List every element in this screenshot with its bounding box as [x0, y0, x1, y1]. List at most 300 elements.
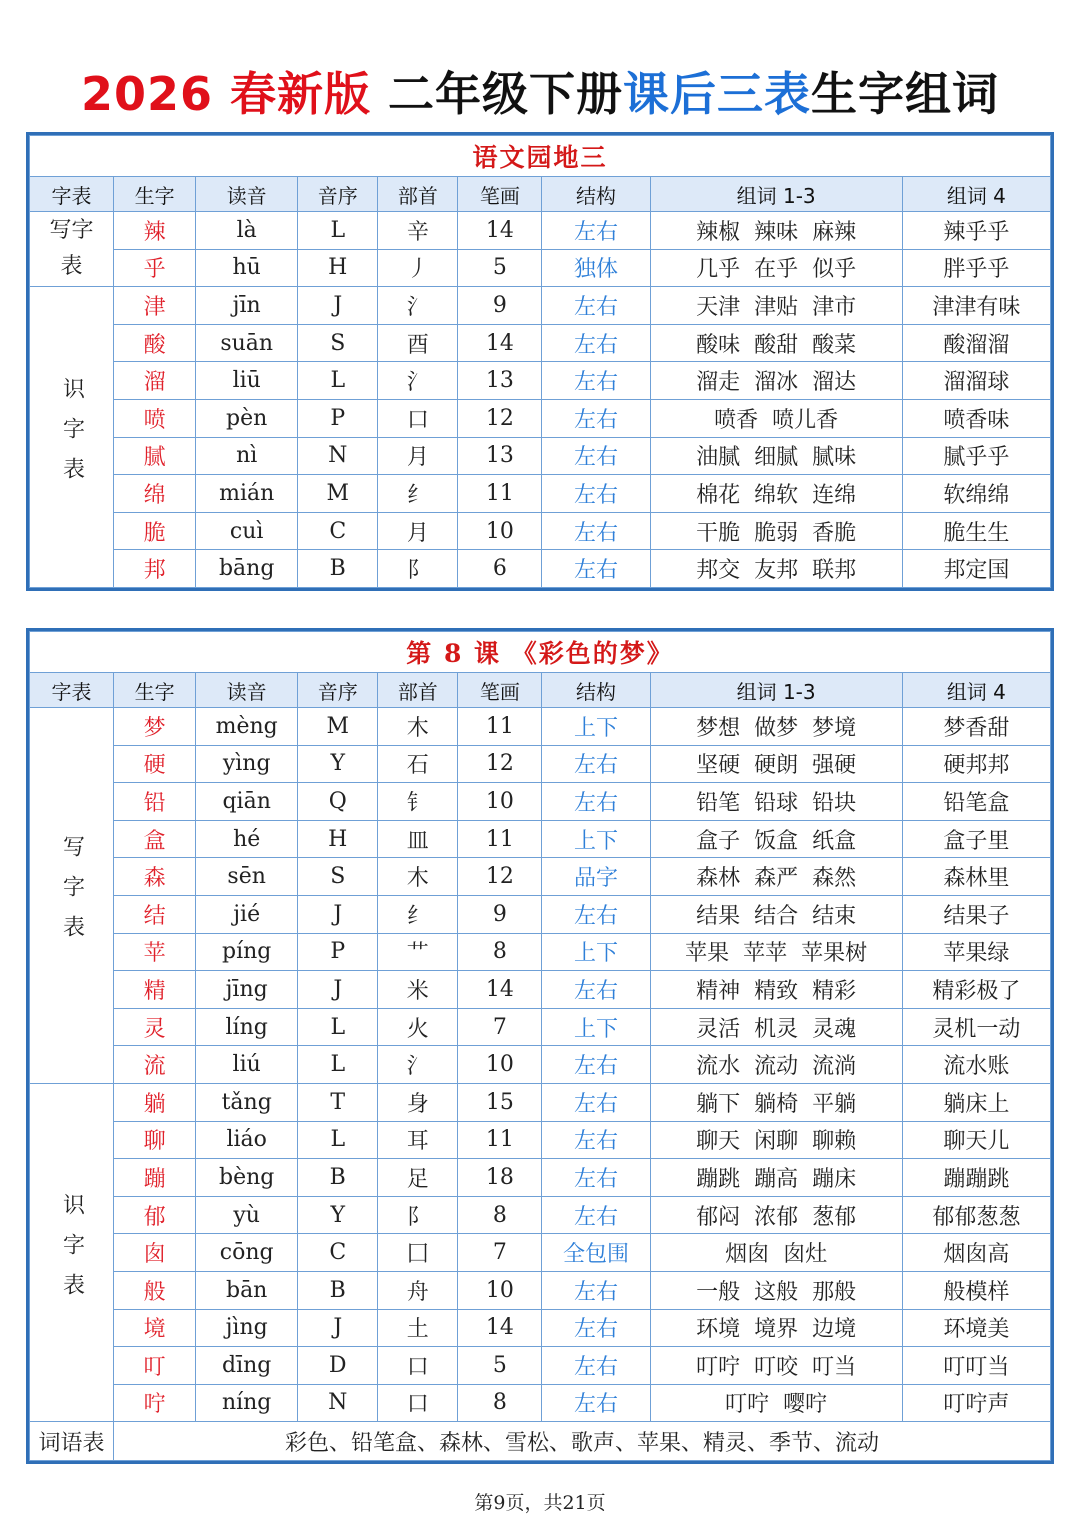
cell-char: 苹 [114, 933, 196, 971]
table-row [30, 475, 1051, 513]
cell-strokes: 10 [458, 783, 542, 821]
cell-strokes: 6 [458, 550, 542, 588]
table-row [30, 820, 1051, 858]
table-row [30, 1159, 1051, 1197]
table-row [30, 971, 1051, 1009]
cell-radical: 口 [378, 1384, 458, 1422]
cell-char: 聊 [114, 1121, 196, 1159]
cell-radical: 木 [378, 708, 458, 746]
cell-structure: 左右 [542, 971, 650, 1009]
page-title [0, 58, 1080, 124]
column-header: 笔画 [458, 177, 542, 212]
section-title-row [30, 136, 1051, 177]
cell-char: 盒 [114, 820, 196, 858]
cell-char: 乎 [114, 249, 196, 287]
cell-radical: 木 [378, 858, 458, 896]
cell-word-4: 辣乎乎 [902, 212, 1050, 250]
cell-strokes: 8 [458, 933, 542, 971]
cell-structure: 全包围 [542, 1234, 650, 1272]
cell-strokes: 9 [458, 287, 542, 325]
table-row [30, 324, 1051, 362]
cell-strokes: 12 [458, 858, 542, 896]
cell-structure: 左右 [542, 1046, 650, 1084]
cell-strokes: 11 [458, 1121, 542, 1159]
cell-structure: 左右 [542, 1271, 650, 1309]
table-row [30, 933, 1051, 971]
cell-words-1-3: 一般 这般 那般 [650, 1271, 902, 1309]
cell-words-1-3: 灵活 机灵 灵魂 [650, 1008, 902, 1046]
cell-words-1-3: 喷香 喷儿香 [650, 399, 902, 437]
cell-char: 绵 [114, 475, 196, 513]
cell-radical: 钅 [378, 783, 458, 821]
cell-word-4: 喷香味 [902, 399, 1050, 437]
cell-initial: M [298, 708, 378, 746]
cell-strokes: 13 [458, 362, 542, 400]
cell-pinyin: jīng [196, 971, 298, 1009]
cell-pinyin: dīng [196, 1347, 298, 1385]
cell-initial: L [298, 362, 378, 400]
cell-pinyin: níng [196, 1384, 298, 1422]
cell-char: 精 [114, 971, 196, 1009]
cell-structure: 上下 [542, 933, 650, 971]
cell-structure: 上下 [542, 708, 650, 746]
cell-words-1-3: 叮咛 叮咬 叮当 [650, 1347, 902, 1385]
column-header: 部首 [378, 177, 458, 212]
table-row [30, 783, 1051, 821]
cell-pinyin: bān [196, 1271, 298, 1309]
cell-strokes: 9 [458, 895, 542, 933]
table-row [30, 249, 1051, 287]
cell-initial: L [298, 1121, 378, 1159]
cell-initial: Q [298, 783, 378, 821]
table-row [30, 1083, 1051, 1121]
cell-word-4: 酸溜溜 [902, 324, 1050, 362]
cell-words-1-3: 躺下 躺椅 平躺 [650, 1083, 902, 1121]
cell-initial: L [298, 1008, 378, 1046]
table-row [30, 399, 1051, 437]
cell-strokes: 10 [458, 1271, 542, 1309]
cell-radical: 土 [378, 1309, 458, 1347]
cell-pinyin: líng [196, 1008, 298, 1046]
cell-structure: 左右 [542, 1121, 650, 1159]
cell-structure: 左右 [542, 1309, 650, 1347]
cell-strokes: 15 [458, 1083, 542, 1121]
table-row [30, 512, 1051, 550]
cell-words-1-3: 辣椒 辣味 麻辣 [650, 212, 902, 250]
column-header: 结构 [542, 177, 650, 212]
header-row [30, 177, 1051, 212]
cell-word-4: 环境美 [902, 1309, 1050, 1347]
table-row [30, 212, 1051, 250]
table-row [30, 1384, 1051, 1422]
cell-radical: 酉 [378, 324, 458, 362]
cell-word-4: 流水账 [902, 1046, 1050, 1084]
cell-structure: 左右 [542, 437, 650, 475]
cell-char: 喷 [114, 399, 196, 437]
cell-char: 森 [114, 858, 196, 896]
cell-initial: B [298, 550, 378, 588]
cell-pinyin: jié [196, 895, 298, 933]
cell-char: 邦 [114, 550, 196, 588]
section-title-row [30, 632, 1051, 673]
cell-strokes: 5 [458, 249, 542, 287]
column-header: 部首 [378, 673, 458, 708]
cell-initial: N [298, 1384, 378, 1422]
cell-radical: 舟 [378, 1271, 458, 1309]
cell-initial: D [298, 1347, 378, 1385]
cell-char: 梦 [114, 708, 196, 746]
table-row [30, 745, 1051, 783]
cell-char: 辣 [114, 212, 196, 250]
cell-radical: 火 [378, 1008, 458, 1046]
cell-structure: 左右 [542, 1347, 650, 1385]
character-table [29, 135, 1051, 588]
cell-radical: 阝 [378, 1196, 458, 1234]
cell-structure: 上下 [542, 820, 650, 858]
cell-structure: 左右 [542, 895, 650, 933]
cell-radical: 纟 [378, 895, 458, 933]
cell-initial: B [298, 1159, 378, 1197]
cell-words-1-3: 森林 森严 森然 [650, 858, 902, 896]
cell-pinyin: hū [196, 249, 298, 287]
cell-word-4: 躺床上 [902, 1083, 1050, 1121]
character-table [29, 631, 1051, 1461]
cell-structure: 左右 [542, 1384, 650, 1422]
cell-pinyin: jìng [196, 1309, 298, 1347]
table-row [30, 287, 1051, 325]
cell-strokes: 7 [458, 1008, 542, 1046]
cell-strokes: 10 [458, 1046, 542, 1084]
cell-radical: 丿 [378, 249, 458, 287]
cell-char: 境 [114, 1309, 196, 1347]
cell-pinyin: mián [196, 475, 298, 513]
section-title: 语文园地三 [30, 136, 1051, 177]
cell-structure: 左右 [542, 287, 650, 325]
cell-initial: H [298, 820, 378, 858]
cell-char: 般 [114, 1271, 196, 1309]
cell-char: 流 [114, 1046, 196, 1084]
category-label: 识字表 [59, 377, 85, 498]
cell-words-1-3: 干脆 脆弱 香脆 [650, 512, 902, 550]
cell-pinyin: cōng [196, 1234, 298, 1272]
cell-char: 咛 [114, 1384, 196, 1422]
cell-strokes: 12 [458, 399, 542, 437]
header-row [30, 673, 1051, 708]
column-header: 结构 [542, 673, 650, 708]
cell-structure: 左右 [542, 212, 650, 250]
cell-pinyin: mèng [196, 708, 298, 746]
table-row [30, 1271, 1051, 1309]
cell-initial: P [298, 933, 378, 971]
cell-structure: 左右 [542, 475, 650, 513]
cell-strokes: 11 [458, 708, 542, 746]
cell-pinyin: liú [196, 1046, 298, 1084]
cell-pinyin: cuì [196, 512, 298, 550]
category-cell [30, 212, 114, 287]
cell-words-1-3: 酸味 酸甜 酸菜 [650, 324, 902, 362]
cell-initial: C [298, 512, 378, 550]
column-header: 读音 [196, 177, 298, 212]
cell-word-4: 溜溜球 [902, 362, 1050, 400]
cell-strokes: 18 [458, 1159, 542, 1197]
cell-char: 铅 [114, 783, 196, 821]
cell-pinyin: tǎng [196, 1083, 298, 1121]
cell-initial: H [298, 249, 378, 287]
cell-radical: 囗 [378, 1234, 458, 1272]
cell-initial: S [298, 858, 378, 896]
category-cell [30, 287, 114, 588]
cell-initial: Y [298, 1196, 378, 1234]
cell-radical: 月 [378, 512, 458, 550]
cell-structure: 左右 [542, 362, 650, 400]
cell-words-1-3: 苹果 苹苹 苹果树 [650, 933, 902, 971]
cell-char: 津 [114, 287, 196, 325]
cell-structure: 左右 [542, 512, 650, 550]
cell-strokes: 13 [458, 437, 542, 475]
cell-initial: J [298, 895, 378, 933]
cell-word-4: 叮叮当 [902, 1347, 1050, 1385]
cell-word-4: 邦定国 [902, 550, 1050, 588]
cell-structure: 左右 [542, 550, 650, 588]
cell-structure: 品字 [542, 858, 650, 896]
column-header: 音序 [298, 177, 378, 212]
cell-char: 叮 [114, 1347, 196, 1385]
cell-strokes: 5 [458, 1347, 542, 1385]
cell-words-1-3: 梦想 做梦 梦境 [650, 708, 902, 746]
cell-words-1-3: 精神 精致 精彩 [650, 971, 902, 1009]
cell-strokes: 8 [458, 1384, 542, 1422]
cell-char: 硬 [114, 745, 196, 783]
vocab-label: 词语表 [30, 1422, 114, 1461]
cell-initial: L [298, 212, 378, 250]
cell-strokes: 7 [458, 1234, 542, 1272]
cell-words-1-3: 叮咛 嘤咛 [650, 1384, 902, 1422]
vocab-row [30, 1422, 1051, 1461]
category-cell [30, 708, 114, 1084]
cell-initial: T [298, 1083, 378, 1121]
column-header: 读音 [196, 673, 298, 708]
cell-radical: 辛 [378, 212, 458, 250]
cell-char: 溜 [114, 362, 196, 400]
cell-radical: 口 [378, 1347, 458, 1385]
table-row [30, 1347, 1051, 1385]
cell-radical: 艹 [378, 933, 458, 971]
cell-structure: 左右 [542, 1196, 650, 1234]
table-row [30, 1309, 1051, 1347]
category-label: 写字表 [49, 218, 94, 280]
cell-strokes: 12 [458, 745, 542, 783]
table-row [30, 858, 1051, 896]
cell-structure: 上下 [542, 1008, 650, 1046]
column-header: 组词 4 [902, 177, 1050, 212]
cell-strokes: 11 [458, 820, 542, 858]
cell-word-4: 铅笔盒 [902, 783, 1050, 821]
cell-word-4: 郁郁葱葱 [902, 1196, 1050, 1234]
cell-words-1-3: 棉花 绵软 连绵 [650, 475, 902, 513]
table-row [30, 1234, 1051, 1272]
cell-pinyin: suān [196, 324, 298, 362]
cell-strokes: 14 [458, 971, 542, 1009]
cell-radical: 纟 [378, 475, 458, 513]
cell-radical: 阝 [378, 550, 458, 588]
cell-word-4: 盒子里 [902, 820, 1050, 858]
section-title: 第 8 课 《彩色的梦》 [30, 632, 1051, 673]
cell-char: 郁 [114, 1196, 196, 1234]
cell-pinyin: jīn [196, 287, 298, 325]
cell-pinyin: píng [196, 933, 298, 971]
column-header: 音序 [298, 673, 378, 708]
cell-initial: N [298, 437, 378, 475]
cell-words-1-3: 结果 结合 结束 [650, 895, 902, 933]
cell-words-1-3: 聊天 闲聊 聊赖 [650, 1121, 902, 1159]
table-row [30, 437, 1051, 475]
cell-word-4: 烟囱高 [902, 1234, 1050, 1272]
cell-pinyin: nì [196, 437, 298, 475]
title-year: 2026 [80, 67, 213, 121]
cell-char: 酸 [114, 324, 196, 362]
table-row [30, 362, 1051, 400]
cell-strokes: 14 [458, 1309, 542, 1347]
cell-words-1-3: 环境 境界 边境 [650, 1309, 902, 1347]
cell-word-4: 聊天儿 [902, 1121, 1050, 1159]
cell-words-1-3: 铅笔 铅球 铅块 [650, 783, 902, 821]
table-row [30, 1121, 1051, 1159]
cell-structure: 左右 [542, 1083, 650, 1121]
title-season: 春新版 [230, 67, 372, 121]
cell-radical: 氵 [378, 287, 458, 325]
cell-initial: J [298, 287, 378, 325]
cell-char: 躺 [114, 1083, 196, 1121]
cell-word-4: 硬邦邦 [902, 745, 1050, 783]
cell-char: 灵 [114, 1008, 196, 1046]
cell-char: 结 [114, 895, 196, 933]
category-label: 识字表 [59, 1192, 85, 1313]
cell-pinyin: sēn [196, 858, 298, 896]
cell-initial: S [298, 324, 378, 362]
cell-word-4: 结果子 [902, 895, 1050, 933]
cell-structure: 左右 [542, 324, 650, 362]
title-grade: 二年级下册 [388, 67, 624, 121]
column-header: 组词 1-3 [650, 177, 902, 212]
cell-initial: B [298, 1271, 378, 1309]
cell-strokes: 14 [458, 324, 542, 362]
cell-word-4: 胖乎乎 [902, 249, 1050, 287]
cell-word-4: 蹦蹦跳 [902, 1159, 1050, 1197]
cell-structure: 左右 [542, 783, 650, 821]
cell-words-1-3: 溜走 溜冰 溜达 [650, 362, 902, 400]
cell-word-4: 腻乎乎 [902, 437, 1050, 475]
cell-radical: 月 [378, 437, 458, 475]
cell-words-1-3: 郁闷 浓郁 葱郁 [650, 1196, 902, 1234]
category-label: 写字表 [59, 835, 85, 956]
cell-word-4: 叮咛声 [902, 1384, 1050, 1422]
title-highlight: 课后三表 [623, 67, 812, 121]
column-header: 组词 4 [902, 673, 1050, 708]
section-table-lesson-8 [26, 628, 1054, 1464]
cell-radical: 口 [378, 399, 458, 437]
cell-char: 腻 [114, 437, 196, 475]
cell-strokes: 14 [458, 212, 542, 250]
cell-words-1-3: 盒子 饭盒 纸盒 [650, 820, 902, 858]
cell-words-1-3: 几乎 在乎 似乎 [650, 249, 902, 287]
cell-word-4: 灵机一动 [902, 1008, 1050, 1046]
table-row [30, 550, 1051, 588]
column-header: 笔画 [458, 673, 542, 708]
category-cell [30, 1083, 114, 1421]
cell-radical: 皿 [378, 820, 458, 858]
cell-word-4: 津津有味 [902, 287, 1050, 325]
cell-pinyin: bèng [196, 1159, 298, 1197]
cell-structure: 独体 [542, 249, 650, 287]
column-header: 组词 1-3 [650, 673, 902, 708]
cell-structure: 左右 [542, 745, 650, 783]
title-tail: 生字组词 [811, 67, 1000, 121]
page-footer: 第9页，共21页 [474, 1492, 606, 1514]
cell-radical: 氵 [378, 1046, 458, 1084]
cell-initial: Y [298, 745, 378, 783]
cell-pinyin: liū [196, 362, 298, 400]
cell-radical: 石 [378, 745, 458, 783]
cell-word-4: 脆生生 [902, 512, 1050, 550]
cell-radical: 氵 [378, 362, 458, 400]
table-row [30, 1046, 1051, 1084]
cell-word-4: 苹果绿 [902, 933, 1050, 971]
cell-radical: 身 [378, 1083, 458, 1121]
column-header: 生字 [114, 673, 196, 708]
cell-word-4: 梦香甜 [902, 708, 1050, 746]
cell-pinyin: yìng [196, 745, 298, 783]
table-row [30, 895, 1051, 933]
cell-pinyin: liáo [196, 1121, 298, 1159]
cell-pinyin: bāng [196, 550, 298, 588]
section-table-yuwen-yuandi-3 [26, 132, 1054, 591]
cell-word-4: 般模样 [902, 1271, 1050, 1309]
cell-pinyin: yù [196, 1196, 298, 1234]
cell-words-1-3: 油腻 细腻 腻味 [650, 437, 902, 475]
cell-initial: L [298, 1046, 378, 1084]
cell-words-1-3: 邦交 友邦 联邦 [650, 550, 902, 588]
cell-radical: 米 [378, 971, 458, 1009]
cell-words-1-3: 流水 流动 流淌 [650, 1046, 902, 1084]
cell-word-4: 精彩极了 [902, 971, 1050, 1009]
cell-words-1-3: 蹦跳 蹦高 蹦床 [650, 1159, 902, 1197]
cell-structure: 左右 [542, 1159, 650, 1197]
cell-word-4: 森林里 [902, 858, 1050, 896]
cell-radical: 足 [378, 1159, 458, 1197]
cell-pinyin: là [196, 212, 298, 250]
cell-pinyin: pèn [196, 399, 298, 437]
cell-structure: 左右 [542, 399, 650, 437]
vocab-list: 彩色、铅笔盒、森林、雪松、歌声、苹果、精灵、季节、流动 [114, 1422, 1051, 1461]
cell-strokes: 11 [458, 475, 542, 513]
column-header: 生字 [114, 177, 196, 212]
cell-initial: J [298, 1309, 378, 1347]
cell-initial: C [298, 1234, 378, 1272]
cell-char: 囱 [114, 1234, 196, 1272]
cell-initial: J [298, 971, 378, 1009]
cell-initial: M [298, 475, 378, 513]
cell-char: 脆 [114, 512, 196, 550]
cell-initial: P [298, 399, 378, 437]
cell-strokes: 10 [458, 512, 542, 550]
cell-words-1-3: 坚硬 硬朗 强硬 [650, 745, 902, 783]
column-header: 字表 [30, 673, 114, 708]
cell-strokes: 8 [458, 1196, 542, 1234]
cell-words-1-3: 天津 津贴 津市 [650, 287, 902, 325]
cell-char: 蹦 [114, 1159, 196, 1197]
column-header: 字表 [30, 177, 114, 212]
cell-words-1-3: 烟囱 囱灶 [650, 1234, 902, 1272]
